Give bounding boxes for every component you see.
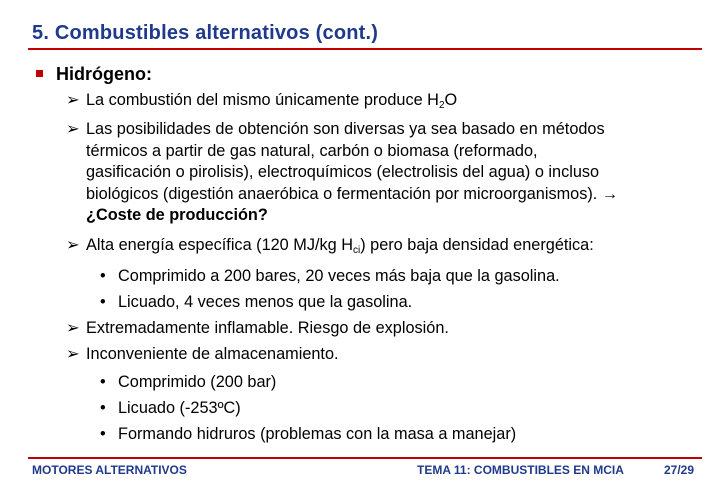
- section-heading: [36, 64, 152, 85]
- cost-question: ¿Coste de producción?: [86, 206, 268, 224]
- footer-divider: [28, 457, 702, 459]
- title-divider: [28, 48, 702, 50]
- arrow-bullet-icon: ➢: [66, 91, 80, 109]
- arrow-bullet-icon: ➢: [66, 236, 80, 254]
- page-title: 5. Combustibles alternativos (cont.): [32, 22, 379, 44]
- footer-course: MOTORES ALTERNATIVOS: [32, 463, 187, 477]
- dot-bullet-icon: •: [100, 267, 106, 285]
- page-number: 27/29: [664, 463, 695, 477]
- arrow-bullet-icon: ➢: [66, 319, 80, 337]
- dot-bullet-icon: •: [100, 399, 106, 417]
- dot-bullet-icon: •: [100, 293, 106, 311]
- square-bullet-icon: [36, 70, 43, 77]
- dot-bullet-icon: •: [100, 425, 106, 443]
- arrow-bullet-icon: ➢: [66, 345, 80, 363]
- dot-bullet-icon: •: [100, 373, 106, 391]
- arrow-bullet-icon: ➢: [66, 120, 80, 138]
- footer-topic: TEMA 11: COMBUSTIBLES EN MCIA: [417, 463, 624, 477]
- section-heading-text: Hidrógeno:: [56, 64, 152, 84]
- right-arrow-icon: →: [601, 184, 619, 203]
